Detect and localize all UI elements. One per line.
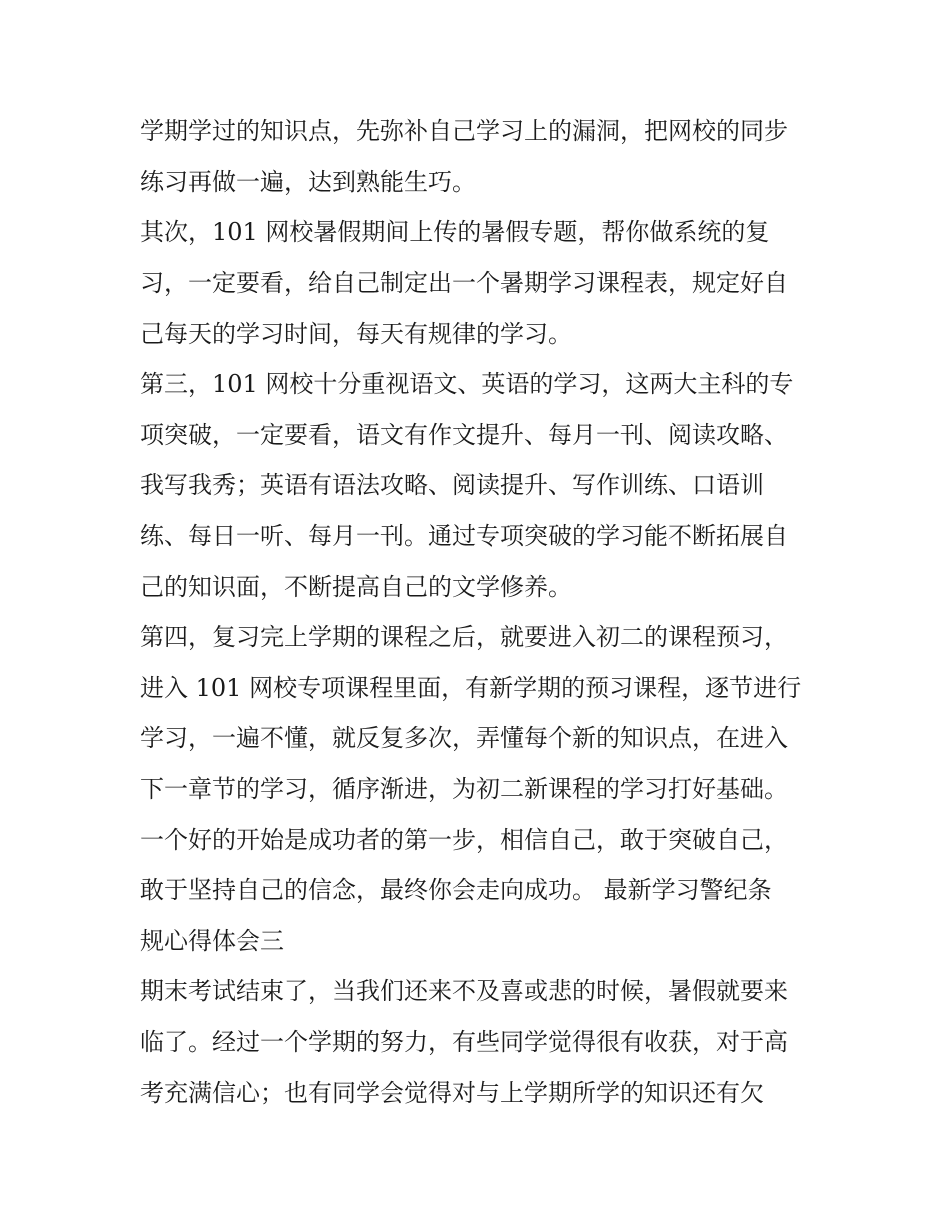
text-line: 第四，复习完上学期的课程之后，就要进入初二的课程预习， [140, 623, 788, 651]
text-line: 其次，101 网校暑假期间上传的暑假专题，帮你做系统的复 [140, 218, 770, 246]
text-line: 练习再做一遍，达到熟能生巧。 [140, 168, 476, 196]
text-line: 考充满信心；也有同学会觉得对与上学期所学的知识还有欠 [140, 1079, 764, 1107]
text-line: 学习，一遍不懂，就反复多次，弄懂每个新的知识点，在进入 [140, 724, 788, 752]
text-line: 期末考试结束了，当我们还来不及喜或悲的时候，暑假就要来 [140, 977, 788, 1005]
text-line: 习，一定要看，给自己制定出一个暑期学习课程表，规定好自 [140, 269, 788, 297]
text-line: 规心得体会三 [140, 927, 284, 955]
text-line: 练、每日一听、每月一刊。通过专项突破的学习能不断拓展自 [140, 522, 788, 550]
text-line: 第三，101 网校十分重视语文、英语的学习，这两大主科的专 [140, 370, 794, 398]
text-line: 项突破，一定要看，语文有作文提升、每月一刊、阅读攻略、 [140, 421, 788, 449]
text-line: 下一章节的学习，循序渐进，为初二新课程的学习打好基础。 [140, 775, 788, 803]
text-line: 一个好的开始是成功者的第一步，相信自己，敢于突破自己， [140, 826, 788, 854]
text-line: 进入 101 网校专项课程里面，有新学期的预习课程，逐节进行 [140, 674, 802, 702]
text-line: 己每天的学习时间，每天有规律的学习。 [140, 320, 572, 348]
text-line: 敢于坚持自己的信念，最终你会走向成功。 最新学习警纪条 [140, 876, 772, 904]
text-line: 己的知识面，不断提高自己的文学修养。 [140, 573, 572, 601]
text-line: 我写我秀；英语有语法攻略、阅读提升、写作训练、口语训 [140, 471, 764, 499]
text-line: 临了。经过一个学期的努力，有些同学觉得很有收获，对于高 [140, 1028, 788, 1056]
text-line: 学期学过的知识点，先弥补自己学习上的漏洞，把网校的同步 [140, 117, 788, 145]
